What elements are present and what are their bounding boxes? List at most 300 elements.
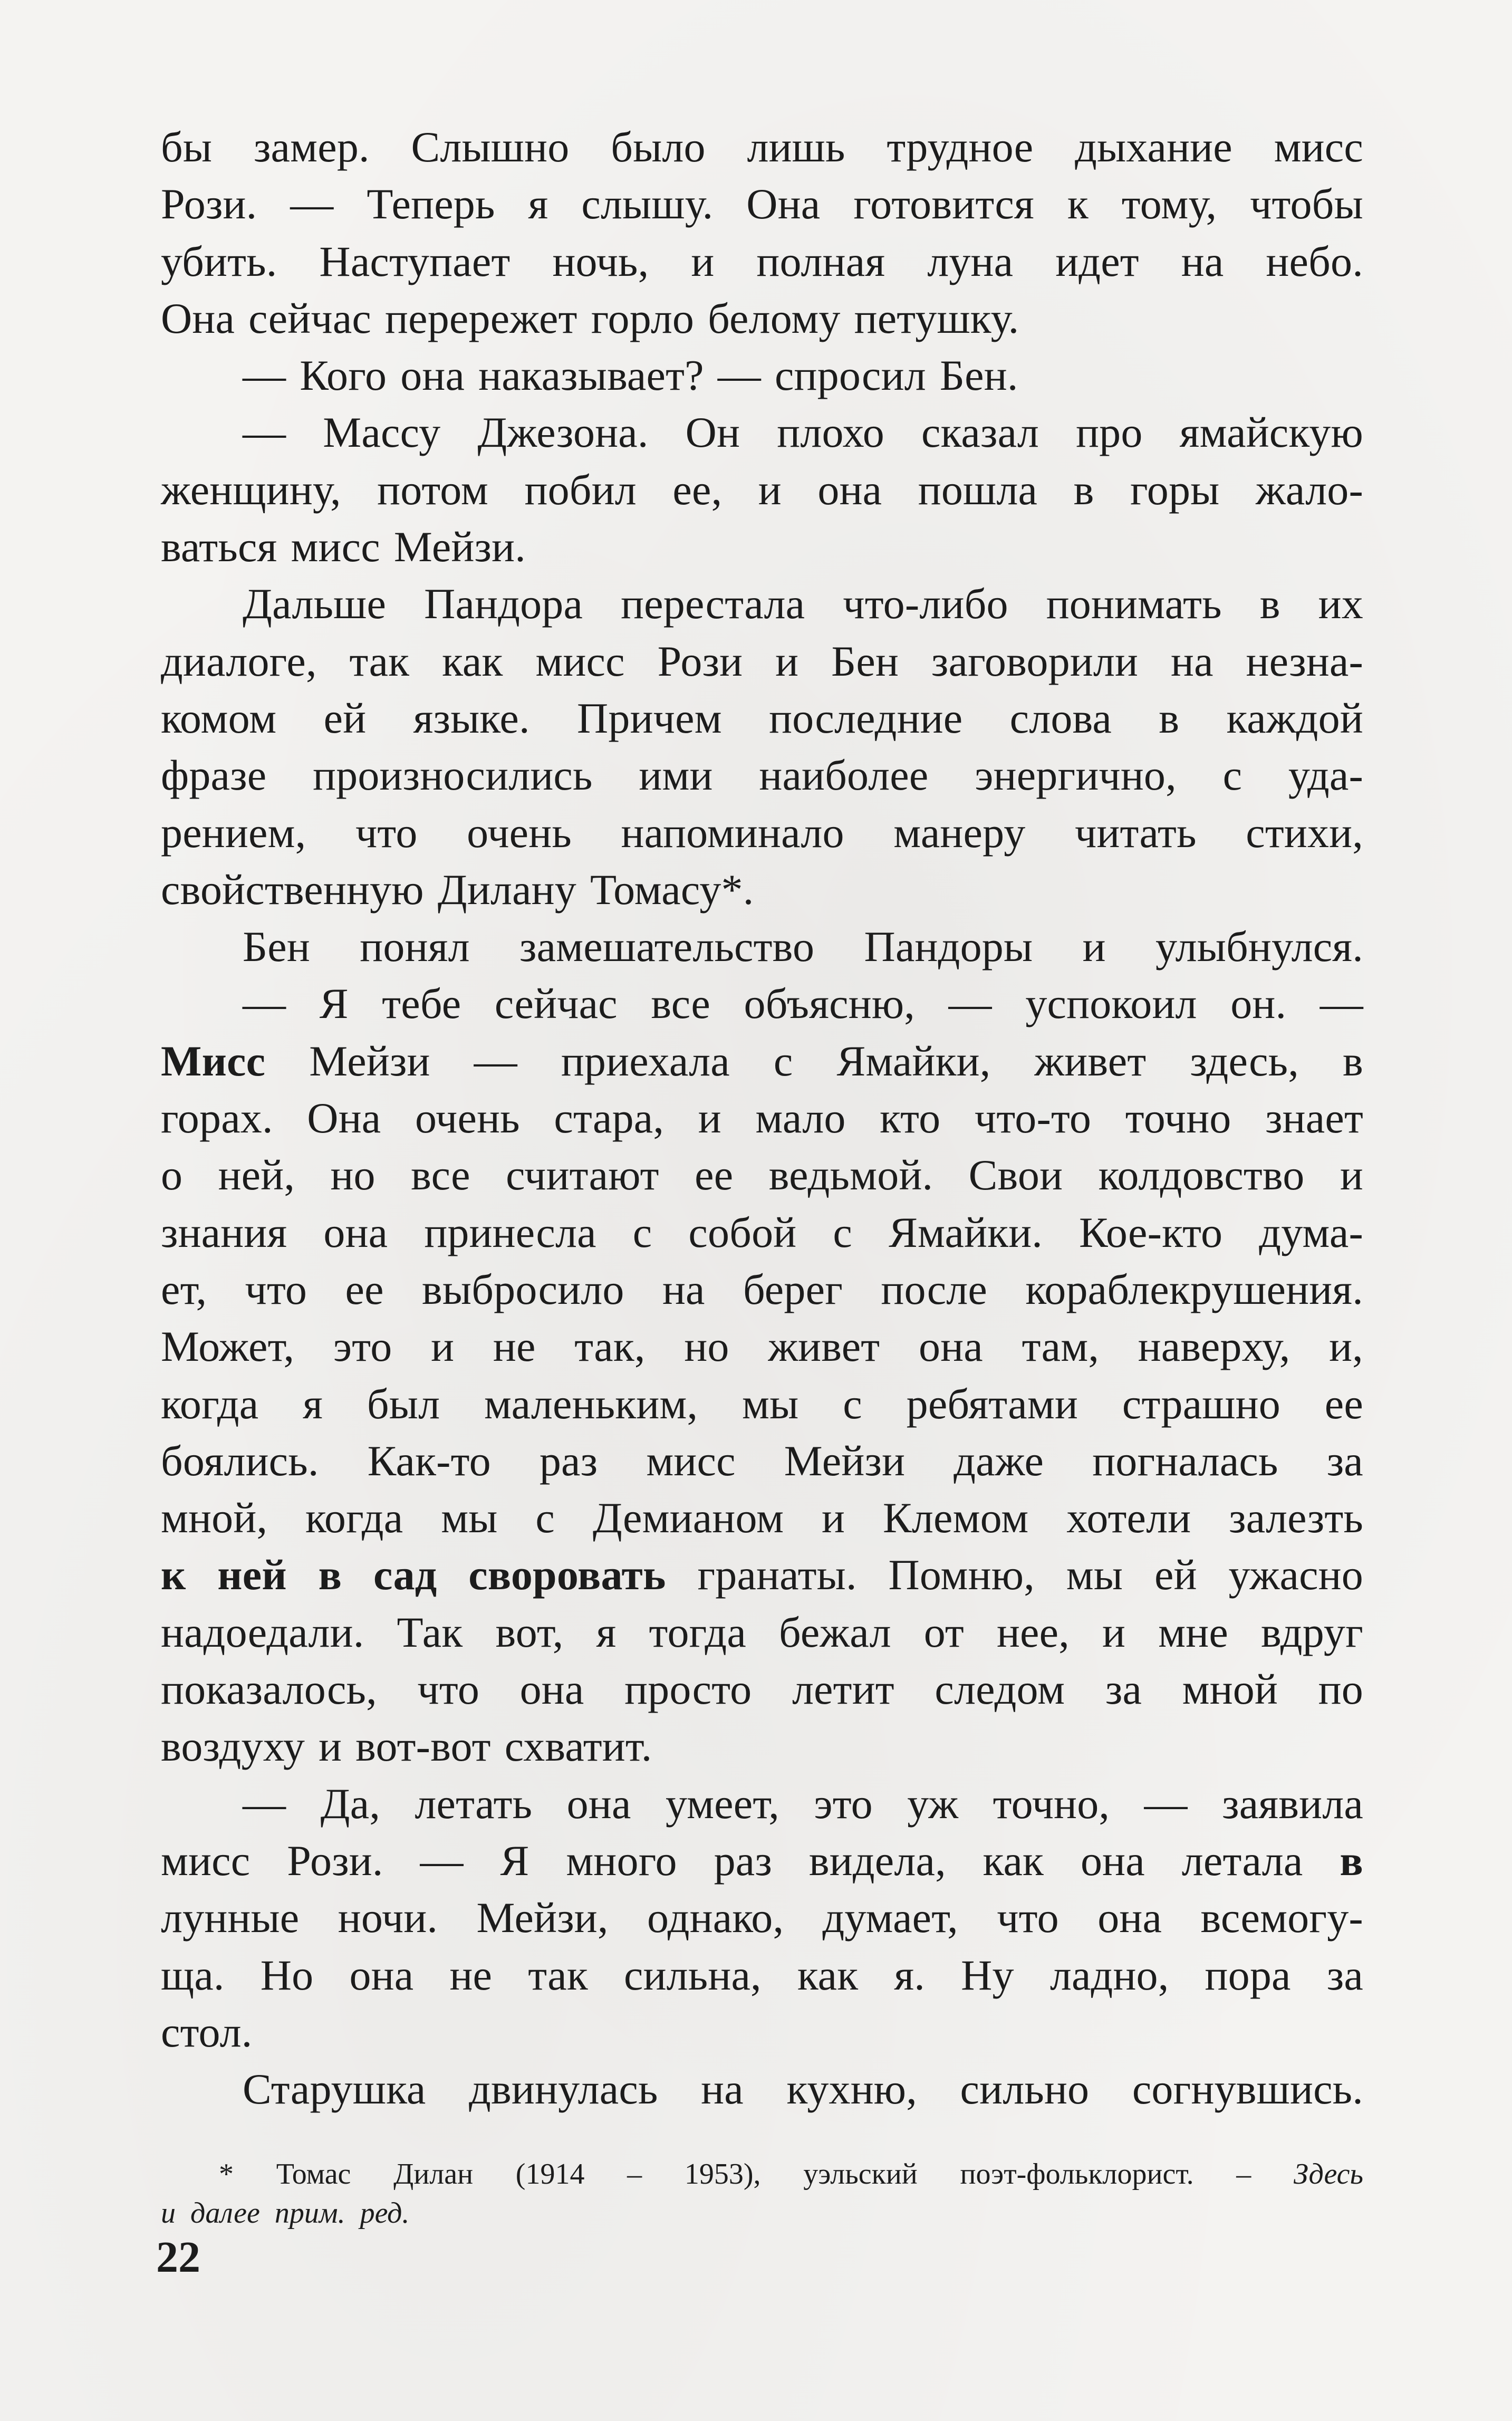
text-line	[161, 518, 1363, 575]
text-line	[161, 1433, 1363, 1490]
word: —	[717, 351, 761, 400]
word: объясню,	[744, 979, 915, 1028]
word: уда-	[1288, 751, 1363, 800]
text-line	[161, 1718, 1363, 1775]
word: колдовство	[1098, 1151, 1305, 1199]
word: умеет,	[665, 1779, 779, 1828]
word: языке.	[413, 694, 530, 742]
text-line	[161, 347, 1363, 404]
footnote-word: прим.	[274, 2197, 345, 2230]
word: Бен.	[939, 351, 1018, 400]
text-line	[161, 290, 1363, 347]
word: от	[923, 1608, 964, 1656]
word: я	[303, 1379, 323, 1428]
word: в	[1342, 1036, 1363, 1085]
text-line	[161, 1546, 1363, 1603]
word: —	[474, 1036, 517, 1085]
word: сад	[373, 1551, 437, 1599]
word: живет	[1034, 1036, 1147, 1085]
word: Пандора	[424, 580, 583, 628]
footnote-line-2	[161, 2194, 1363, 2233]
word: точно	[1125, 1094, 1231, 1142]
word: она	[817, 465, 882, 514]
word: понял	[360, 923, 470, 971]
word: Клемом	[882, 1494, 1029, 1542]
word: вот-вот	[355, 1722, 491, 1771]
word: Пандоры	[864, 923, 1033, 971]
word: ваться	[161, 523, 277, 571]
word: с	[773, 1036, 793, 1085]
word: Томасу*.	[590, 865, 754, 914]
footnote-word: Дилан	[393, 2158, 474, 2191]
word: здесь,	[1190, 1036, 1299, 1085]
word: выбросило	[422, 1265, 624, 1313]
word: Как-то	[367, 1436, 491, 1485]
word: в	[1073, 465, 1094, 514]
word: точно,	[993, 1779, 1110, 1828]
word: пора	[1205, 1951, 1291, 1999]
word: и	[691, 237, 715, 285]
word: мисс	[535, 637, 625, 685]
word: сейчас	[248, 294, 372, 342]
word: Мейзи	[309, 1036, 430, 1085]
word: замер.	[253, 123, 370, 171]
word: ней,	[218, 1151, 295, 1199]
word: —	[243, 1779, 286, 1828]
word: и	[431, 1322, 455, 1371]
word: по	[1318, 1665, 1363, 1714]
word: уж	[907, 1779, 959, 1828]
footnote-word: далее	[190, 2197, 260, 2230]
word: горло	[591, 294, 695, 342]
word: к	[1067, 180, 1089, 228]
word: она	[519, 1665, 584, 1714]
word: про	[1076, 408, 1143, 457]
word: рением,	[161, 808, 306, 857]
word: схватит.	[504, 1722, 652, 1771]
word: на	[1181, 237, 1224, 285]
word: пошла	[918, 465, 1038, 514]
word: Мейзи	[784, 1436, 906, 1485]
word: их	[1318, 580, 1363, 628]
word: ей	[1154, 1551, 1197, 1599]
word: ее	[1324, 1379, 1363, 1428]
word: берег	[743, 1265, 843, 1313]
word: Наступает	[319, 237, 511, 285]
word: ща.	[161, 1951, 225, 1999]
text-line	[161, 975, 1363, 1032]
word: хотели	[1066, 1494, 1191, 1542]
word: вдруг	[1260, 1608, 1363, 1656]
footnote-word: уэльский	[803, 2158, 918, 2191]
word: как	[442, 637, 503, 685]
word: очень	[467, 808, 572, 857]
word: диалоге,	[161, 637, 317, 685]
word: —	[290, 180, 334, 228]
word: Он	[685, 408, 740, 457]
word: там,	[1022, 1322, 1100, 1371]
word: с	[535, 1494, 555, 1542]
word: согнувшись.	[1132, 2065, 1363, 2113]
word: —	[243, 979, 286, 1028]
word: следом	[935, 1665, 1065, 1714]
word: мы	[1066, 1551, 1123, 1599]
word: Бен	[831, 637, 899, 685]
word: это	[814, 1779, 873, 1828]
word: так	[528, 1951, 588, 1999]
word: показалось,	[161, 1665, 377, 1714]
word: Массу	[323, 408, 441, 457]
word: просто	[624, 1665, 752, 1714]
text-line	[161, 1490, 1363, 1546]
word: перестала	[621, 580, 805, 628]
word: улыбнулся.	[1155, 923, 1363, 971]
word: сказал	[921, 408, 1039, 457]
word: сильна,	[623, 1951, 762, 1999]
word: она	[1097, 1894, 1162, 1942]
word: —	[1144, 1779, 1188, 1828]
word: Мисс	[161, 1036, 266, 1085]
word: с	[833, 1208, 853, 1256]
text-line	[161, 404, 1363, 461]
word: к	[161, 1551, 186, 1599]
word: манеру	[893, 808, 1026, 857]
word: я	[596, 1608, 617, 1656]
word: сейчас	[494, 979, 618, 1028]
word: Она	[307, 1094, 381, 1142]
word: и	[698, 1094, 721, 1142]
word: Мейзи,	[476, 1894, 609, 1942]
word: ее	[345, 1265, 384, 1313]
word: Теперь	[367, 180, 495, 228]
word: не	[493, 1322, 536, 1371]
word: стихи,	[1246, 808, 1363, 857]
text-line	[161, 462, 1363, 518]
word: спросил	[774, 351, 926, 400]
word: я	[528, 180, 548, 228]
word: читать	[1075, 808, 1197, 857]
word: ладно,	[1049, 1951, 1169, 1999]
word: ет,	[161, 1265, 207, 1313]
word: небо.	[1266, 237, 1363, 285]
word: Может,	[161, 1322, 295, 1371]
text-line	[161, 633, 1363, 690]
word: трудное	[887, 123, 1034, 171]
word: перережет	[385, 294, 577, 342]
footnote-word: 1953),	[684, 2158, 761, 2191]
footnote-word: и	[161, 2197, 176, 2230]
word: Причем	[576, 694, 722, 742]
word: Я	[500, 1836, 529, 1885]
word: она	[323, 1208, 388, 1256]
word: Кого	[300, 351, 387, 400]
word: мы	[742, 1379, 799, 1428]
word: на	[1170, 637, 1214, 685]
word: так	[349, 637, 410, 685]
word: заговорили	[931, 637, 1139, 685]
word: кухню,	[786, 2065, 917, 2113]
word: Ну	[961, 1951, 1014, 1999]
word: с	[1222, 751, 1243, 800]
word: живет	[768, 1322, 880, 1371]
word: дума-	[1259, 1208, 1363, 1256]
word: мной	[1182, 1665, 1278, 1714]
word: Рози.	[287, 1836, 383, 1885]
word: ней	[217, 1551, 287, 1599]
text-line	[161, 1147, 1363, 1204]
word: ребятами	[906, 1379, 1078, 1428]
word: он.	[1230, 979, 1287, 1028]
word: женщину,	[161, 465, 341, 514]
word: страшно	[1122, 1379, 1280, 1428]
word: ее	[695, 1151, 734, 1199]
word: ночи.	[338, 1894, 438, 1942]
word: тому,	[1121, 180, 1217, 228]
word: стара,	[554, 1094, 664, 1142]
footnote	[161, 2155, 1363, 2233]
word: как	[797, 1951, 859, 1999]
word: и	[1102, 1608, 1126, 1656]
word: Рози	[657, 637, 743, 685]
word: комом	[161, 694, 277, 742]
word: гранаты.	[697, 1551, 857, 1599]
word: но	[684, 1322, 729, 1371]
word: —	[420, 1836, 464, 1885]
word: за	[1326, 1951, 1363, 1999]
text-line	[161, 1090, 1363, 1147]
word: ей	[323, 694, 367, 742]
word: Свои	[968, 1151, 1063, 1199]
word: мисс	[1274, 123, 1363, 171]
word: что	[355, 808, 418, 857]
word: все	[411, 1151, 470, 1199]
word: надоедали.	[161, 1608, 364, 1656]
word: я.	[894, 1951, 926, 1999]
word: принесла	[424, 1208, 596, 1256]
word: с	[843, 1379, 862, 1428]
word: на	[662, 1265, 705, 1313]
word: слышу.	[581, 180, 714, 228]
word: с	[632, 1208, 652, 1256]
word: когда	[161, 1379, 259, 1428]
footnote-line-1	[161, 2155, 1363, 2194]
word: кораблекрушения.	[1025, 1265, 1363, 1313]
word: побил	[524, 465, 637, 514]
word: слова	[1009, 694, 1112, 742]
word: что-то	[974, 1094, 1092, 1142]
word: Старушка	[243, 2065, 426, 2113]
word: ямайскую	[1179, 408, 1363, 457]
word: белому	[708, 294, 841, 342]
word: и,	[1329, 1322, 1363, 1371]
word: она	[349, 1951, 414, 1999]
footnote-word: Томас	[276, 2158, 351, 2191]
word: Так	[397, 1608, 463, 1656]
word: кто	[880, 1094, 941, 1142]
word: плохо	[777, 408, 884, 457]
word: это	[333, 1322, 392, 1371]
word: Но	[260, 1951, 314, 1999]
word: маленьким,	[484, 1379, 698, 1428]
word: собой	[688, 1208, 797, 1256]
word: понимать	[1046, 580, 1222, 628]
word: в	[1159, 694, 1180, 742]
word: Рози.	[161, 180, 257, 228]
word: боялись.	[161, 1436, 319, 1485]
word: приехала	[561, 1036, 730, 1085]
word: убить.	[161, 237, 277, 285]
word: летала	[1181, 1836, 1303, 1885]
word: много	[566, 1836, 677, 1885]
word: Кое-кто	[1079, 1208, 1223, 1256]
main-text	[161, 119, 1363, 2118]
word: раз	[539, 1436, 598, 1485]
text-line	[161, 1604, 1363, 1661]
word: и	[1340, 1151, 1363, 1199]
word: что-либо	[843, 580, 1008, 628]
word: заявила	[1222, 1779, 1363, 1828]
word: последние	[769, 694, 963, 742]
word: и	[758, 465, 782, 514]
word: дыхание	[1075, 123, 1232, 171]
word: готовится	[853, 180, 1034, 228]
word: залезть	[1229, 1494, 1363, 1542]
footnote-word: *	[219, 2158, 234, 2191]
word: даже	[954, 1436, 1044, 1485]
word: было	[611, 123, 706, 171]
word: горах.	[161, 1094, 273, 1142]
text-line	[161, 747, 1363, 804]
word: наказывает?	[478, 351, 704, 400]
word: в	[1259, 580, 1280, 628]
text-line	[161, 861, 1363, 918]
word: что	[417, 1665, 480, 1714]
word: Да,	[320, 1779, 381, 1828]
word: Бен	[243, 923, 310, 971]
word: так,	[574, 1322, 646, 1371]
word: Ямайки,	[836, 1036, 991, 1085]
word: каждой	[1226, 694, 1363, 742]
word: Помню,	[888, 1551, 1035, 1599]
word: воздуху	[161, 1722, 305, 1771]
word: она	[400, 351, 465, 400]
word: Дилану	[437, 865, 576, 914]
text-line	[161, 1261, 1363, 1318]
word: Она	[161, 294, 235, 342]
text-line	[161, 2061, 1363, 2118]
word: наиболее	[759, 751, 929, 800]
word: сильно	[960, 2065, 1090, 2113]
text-line	[161, 804, 1363, 861]
footnote-word: –	[627, 2158, 642, 2191]
word: в	[318, 1551, 342, 1599]
word: двинулась	[469, 2065, 658, 2113]
word: на	[701, 2065, 744, 2113]
footnote-word: поэт-фольклорист.	[960, 2158, 1194, 2191]
footnote-word: ред.	[360, 2197, 410, 2230]
footnote-word: (1914	[515, 2158, 585, 2191]
word: Джезона.	[477, 408, 649, 457]
word: за	[1326, 1436, 1363, 1485]
word: вот,	[495, 1608, 564, 1656]
word: произносились	[313, 751, 593, 800]
word: мисс	[291, 523, 380, 571]
word: когда	[305, 1494, 403, 1542]
word: мисс	[646, 1436, 736, 1485]
word: горы	[1130, 465, 1220, 514]
footnote-word: Здесь	[1294, 2158, 1363, 2191]
word: полная	[756, 237, 885, 285]
word: лунные	[161, 1894, 300, 1942]
text-line	[161, 2004, 1363, 2061]
word: как	[983, 1836, 1044, 1885]
text-line	[161, 575, 1363, 632]
word: что	[997, 1894, 1059, 1942]
word: энергично,	[975, 751, 1177, 800]
word: Она	[746, 180, 821, 228]
word: мисс	[161, 1836, 251, 1885]
word: жало-	[1255, 465, 1363, 514]
word: но	[330, 1151, 375, 1199]
text-line	[161, 1832, 1363, 1889]
text-line	[161, 233, 1363, 290]
text-line	[161, 690, 1363, 747]
word: ведьмой.	[768, 1151, 933, 1199]
word: раз	[714, 1836, 772, 1885]
word: летит	[792, 1665, 894, 1714]
word: видела,	[808, 1836, 946, 1885]
word: и	[319, 1722, 342, 1771]
word: Мейзи.	[393, 523, 526, 571]
word: ее,	[672, 465, 723, 514]
word: напоминало	[621, 808, 844, 857]
word: своровать	[468, 1551, 666, 1599]
text-line	[161, 1204, 1363, 1261]
word: после	[881, 1265, 988, 1313]
word: потом	[377, 465, 489, 514]
word: мне	[1158, 1608, 1228, 1656]
word: бежал	[778, 1608, 891, 1656]
word: незна-	[1246, 637, 1363, 685]
word: Демианом	[592, 1494, 784, 1542]
footnote-word: –	[1236, 2158, 1251, 2191]
word: она	[919, 1322, 983, 1371]
text-line	[161, 1661, 1363, 1718]
word: думает,	[822, 1894, 958, 1942]
word: и	[822, 1494, 845, 1542]
word: не	[449, 1951, 493, 1999]
word: замешательство	[519, 923, 815, 971]
word: тогда	[649, 1608, 746, 1656]
word: фразе	[161, 751, 267, 800]
text-line	[161, 918, 1363, 975]
word: всемогу-	[1200, 1894, 1363, 1942]
word: мы	[441, 1494, 498, 1542]
word: она	[566, 1779, 631, 1828]
word: —	[948, 979, 992, 1028]
word: погналась	[1092, 1436, 1278, 1485]
word: и	[775, 637, 799, 685]
word: за	[1105, 1665, 1142, 1714]
word: мной,	[161, 1494, 268, 1542]
word: мало	[755, 1094, 846, 1142]
text-line	[161, 1376, 1363, 1433]
word: —	[243, 351, 286, 400]
word: идет	[1055, 237, 1139, 285]
word: считают	[506, 1151, 659, 1199]
word: ими	[639, 751, 713, 800]
text-line	[161, 176, 1363, 233]
